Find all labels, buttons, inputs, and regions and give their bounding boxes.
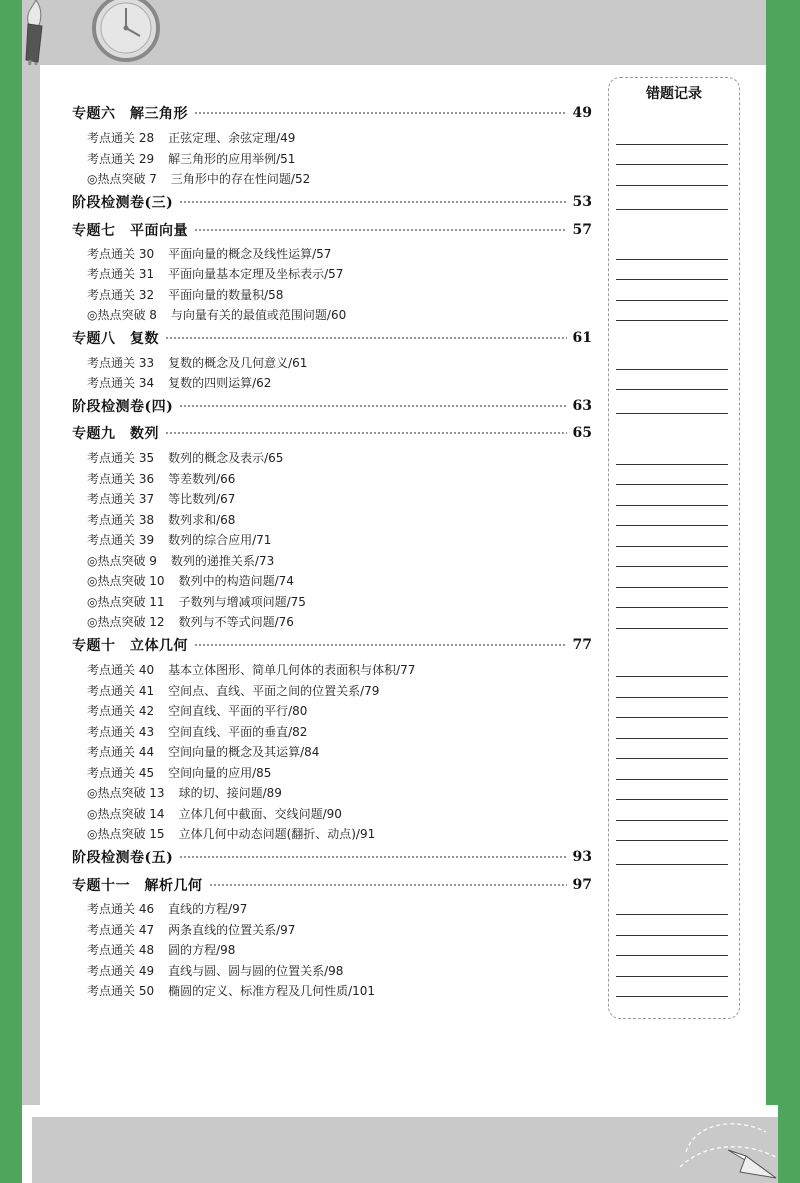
entry-code: 考点通关 34	[87, 375, 155, 390]
leader-dots	[194, 644, 567, 646]
answer-line[interactable]	[616, 976, 728, 977]
answer-line[interactable]	[616, 525, 728, 526]
answer-line[interactable]	[616, 320, 728, 321]
leader-dots	[209, 884, 567, 886]
toc-entry[interactable]	[72, 447, 607, 467]
toc-entry[interactable]	[72, 168, 607, 188]
entry-code: 考点通关 28	[87, 130, 155, 145]
entry-name: 平面向量基本定理及坐标表示/57	[168, 266, 344, 281]
entry-name: 立体几何中截面、交线问题/90	[178, 806, 342, 821]
toc-section-heading[interactable]	[72, 423, 592, 443]
entry-name: 数列的概念及表示/65	[168, 450, 284, 465]
answer-line[interactable]	[616, 144, 728, 145]
section-title: 专题八 复数	[72, 331, 159, 347]
toc-entry[interactable]	[72, 762, 607, 782]
toc-entry[interactable]	[72, 721, 607, 741]
answer-line[interactable]	[616, 279, 728, 280]
entry-code: 考点通关 35	[87, 450, 155, 465]
toc-entry[interactable]	[72, 700, 607, 720]
entry-name: 椭圆的定义、标准方程及几何性质/101	[168, 983, 376, 998]
answer-line[interactable]	[616, 864, 728, 865]
toc-entry[interactable]	[72, 148, 607, 168]
toc-entry[interactable]	[72, 741, 607, 761]
page-number: 65	[572, 425, 592, 441]
answer-line[interactable]	[616, 484, 728, 485]
entry-name: 平面向量的数量积/58	[168, 287, 284, 302]
answer-line[interactable]	[616, 840, 728, 841]
entry-name: 解三角形的应用举例/51	[168, 151, 296, 166]
toc-entry[interactable]	[72, 468, 607, 488]
entry-name: 空间直线、平面的平行/80	[168, 703, 308, 718]
entry-code: ◎热点突破 10	[87, 573, 165, 588]
entry-code: ◎热点突破 9	[87, 553, 157, 568]
answer-line[interactable]	[616, 799, 728, 800]
toc-entry[interactable]	[72, 919, 607, 939]
page-number: 63	[572, 398, 592, 414]
entry-name: 球的切、接问题/89	[178, 785, 282, 800]
entry-name: 基本立体图形、简单几何体的表面积与体积/77	[168, 662, 416, 677]
entry-name: 立体几何中动态问题(翻折、动点)/91	[178, 826, 376, 841]
toc-entry[interactable]	[72, 980, 607, 1000]
entry-code: 考点通关 29	[87, 151, 155, 166]
answer-line[interactable]	[616, 185, 728, 186]
toc-entry[interactable]	[72, 243, 607, 263]
answer-line[interactable]	[616, 164, 728, 165]
answer-line[interactable]	[616, 676, 728, 677]
toc-entry[interactable]	[72, 352, 607, 372]
left-margin-strip	[22, 65, 40, 1105]
entry-name: 子数列与增减项问题/75	[178, 594, 306, 609]
entry-name: 两条直线的位置关系/97	[168, 922, 296, 937]
error-record-title: 错题记录	[646, 86, 702, 102]
toc-entry[interactable]	[72, 803, 607, 823]
toc-section-heading[interactable]	[72, 328, 592, 348]
answer-line[interactable]	[616, 935, 728, 936]
entry-code: ◎热点突破 15	[87, 826, 165, 841]
answer-line[interactable]	[616, 505, 728, 506]
entry-name: 数列与不等式问题/76	[178, 614, 294, 629]
entry-code: 考点通关 30	[87, 246, 155, 261]
entry-code: 考点通关 46	[87, 901, 155, 916]
toc-entry[interactable]	[72, 659, 607, 679]
entry-code: ◎热点突破 11	[87, 594, 165, 609]
answer-line[interactable]	[616, 758, 728, 759]
entry-code: 考点通关 38	[87, 512, 155, 527]
answer-line[interactable]	[616, 546, 728, 547]
toc-section-heading[interactable]	[72, 103, 592, 123]
answer-line[interactable]	[616, 300, 728, 301]
entry-code: 考点通关 36	[87, 471, 155, 486]
page-number: 77	[572, 637, 592, 653]
entry-code: 考点通关 45	[87, 765, 155, 780]
answer-line[interactable]	[616, 779, 728, 780]
answer-line[interactable]	[616, 209, 728, 210]
answer-line[interactable]	[616, 464, 728, 465]
bottom-banner	[32, 1117, 778, 1183]
toc-entry[interactable]	[72, 488, 607, 508]
entry-name: 圆的方程/98	[168, 942, 236, 957]
section-title: 专题十一 解析几何	[72, 878, 203, 894]
answer-line[interactable]	[616, 259, 728, 260]
entry-name: 空间点、直线、平面之间的位置关系/79	[168, 683, 380, 698]
entry-code: 考点通关 42	[87, 703, 155, 718]
toc-entry[interactable]	[72, 263, 607, 283]
error-record-box	[608, 77, 740, 1019]
entry-code: 考点通关 33	[87, 355, 155, 370]
entry-code: 考点通关 41	[87, 683, 155, 698]
toc-entry[interactable]	[72, 304, 607, 324]
toc-section-heading[interactable]	[72, 396, 592, 416]
answer-line[interactable]	[616, 820, 728, 821]
answer-line[interactable]	[616, 717, 728, 718]
toc-entry[interactable]	[72, 284, 607, 304]
leader-dots	[179, 856, 566, 858]
entry-name: 空间直线、平面的垂直/82	[168, 724, 308, 739]
page-number: 57	[572, 222, 592, 238]
entry-code: ◎热点突破 14	[87, 806, 165, 821]
leader-dots	[194, 112, 567, 114]
toc-entry[interactable]	[72, 550, 607, 570]
toc-entry[interactable]	[72, 591, 607, 611]
answer-line[interactable]	[616, 389, 728, 390]
answer-line[interactable]	[616, 369, 728, 370]
entry-code: ◎热点突破 7	[87, 171, 157, 186]
toc-section-heading[interactable]	[72, 875, 592, 895]
toc-entry[interactable]	[72, 782, 607, 802]
section-title: 阶段检测卷(三)	[72, 195, 174, 211]
entry-name: 直线与圆、圆与圆的位置关系/98	[168, 963, 344, 978]
answer-line[interactable]	[616, 628, 728, 629]
entry-name: 数列的递推关系/73	[170, 553, 275, 568]
entry-code: 考点通关 39	[87, 532, 155, 547]
entry-name: 数列的综合应用/71	[168, 532, 272, 547]
toc-entry[interactable]	[72, 529, 607, 549]
entry-code: 考点通关 32	[87, 287, 155, 302]
leader-dots	[179, 201, 566, 203]
entry-code: 考点通关 48	[87, 942, 155, 957]
toc-entry[interactable]	[72, 570, 607, 590]
entry-code: 考点通关 31	[87, 266, 155, 281]
toc-entry[interactable]	[72, 611, 607, 631]
leader-dots	[179, 405, 566, 407]
entry-name: 复数的四则运算/62	[168, 375, 272, 390]
answer-line[interactable]	[616, 996, 728, 997]
section-title: 阶段检测卷(四)	[72, 399, 174, 415]
page-number: 93	[572, 849, 592, 865]
entry-name: 空间向量的概念及其运算/84	[168, 744, 320, 759]
entry-name: 空间向量的应用/85	[168, 765, 272, 780]
answer-line[interactable]	[616, 566, 728, 567]
entry-code: 考点通关 49	[87, 963, 155, 978]
entry-name: 数列中的构造问题/74	[178, 573, 294, 588]
toc-entry[interactable]	[72, 898, 607, 918]
toc-entry[interactable]	[72, 939, 607, 959]
toc-entry[interactable]	[72, 960, 607, 980]
toc-entry[interactable]	[72, 509, 607, 529]
page-number: 97	[572, 877, 592, 893]
paper-plane-icon	[676, 1112, 786, 1183]
clock-icon	[90, 0, 162, 64]
section-title: 专题九 数列	[72, 426, 159, 442]
section-title: 专题六 解三角形	[72, 106, 188, 122]
toc-section-heading[interactable]	[72, 847, 592, 867]
answer-line[interactable]	[616, 413, 728, 414]
page-number: 53	[572, 194, 592, 210]
toc-entry[interactable]	[72, 823, 607, 843]
entry-code: ◎热点突破 12	[87, 614, 165, 629]
entry-name: 三角形中的存在性问题/52	[170, 171, 311, 186]
entry-name: 与向量有关的最值或范围问题/60	[170, 307, 347, 322]
toc-entry[interactable]	[72, 372, 607, 392]
answer-line[interactable]	[616, 738, 728, 739]
toc-section-heading[interactable]	[72, 192, 592, 212]
leader-dots	[165, 432, 567, 434]
toc-entry[interactable]	[72, 680, 607, 700]
page-number: 61	[572, 330, 592, 346]
entry-code: ◎热点突破 8	[87, 307, 157, 322]
entry-name: 等比数列/67	[168, 491, 236, 506]
entry-code: 考点通关 50	[87, 983, 155, 998]
entry-code: 考点通关 37	[87, 491, 155, 506]
answer-line[interactable]	[616, 914, 728, 915]
entry-code: 考点通关 47	[87, 922, 155, 937]
entry-name: 正弦定理、余弦定理/49	[168, 130, 296, 145]
entry-name: 平面向量的概念及线性运算/57	[168, 246, 332, 261]
toc-section-heading[interactable]	[72, 220, 592, 240]
entry-code: 考点通关 40	[87, 662, 155, 677]
toc-entry[interactable]	[72, 127, 607, 147]
leader-dots	[194, 229, 567, 231]
section-title: 专题七 平面向量	[72, 223, 188, 239]
entry-name: 等差数列/66	[168, 471, 236, 486]
section-title: 专题十 立体几何	[72, 638, 188, 654]
answer-line[interactable]	[616, 955, 728, 956]
entry-name: 数列求和/68	[168, 512, 236, 527]
entry-name: 复数的概念及几何意义/61	[168, 355, 308, 370]
entry-name: 直线的方程/97	[168, 901, 248, 916]
leader-dots	[165, 337, 567, 339]
answer-line[interactable]	[616, 697, 728, 698]
entry-code: 考点通关 44	[87, 744, 155, 759]
answer-line[interactable]	[616, 587, 728, 588]
toc-section-heading[interactable]	[72, 635, 592, 655]
entry-code: ◎热点突破 13	[87, 785, 165, 800]
answer-line[interactable]	[616, 607, 728, 608]
entry-code: 考点通关 43	[87, 724, 155, 739]
page-number: 49	[572, 105, 592, 121]
section-title: 阶段检测卷(五)	[72, 850, 174, 866]
